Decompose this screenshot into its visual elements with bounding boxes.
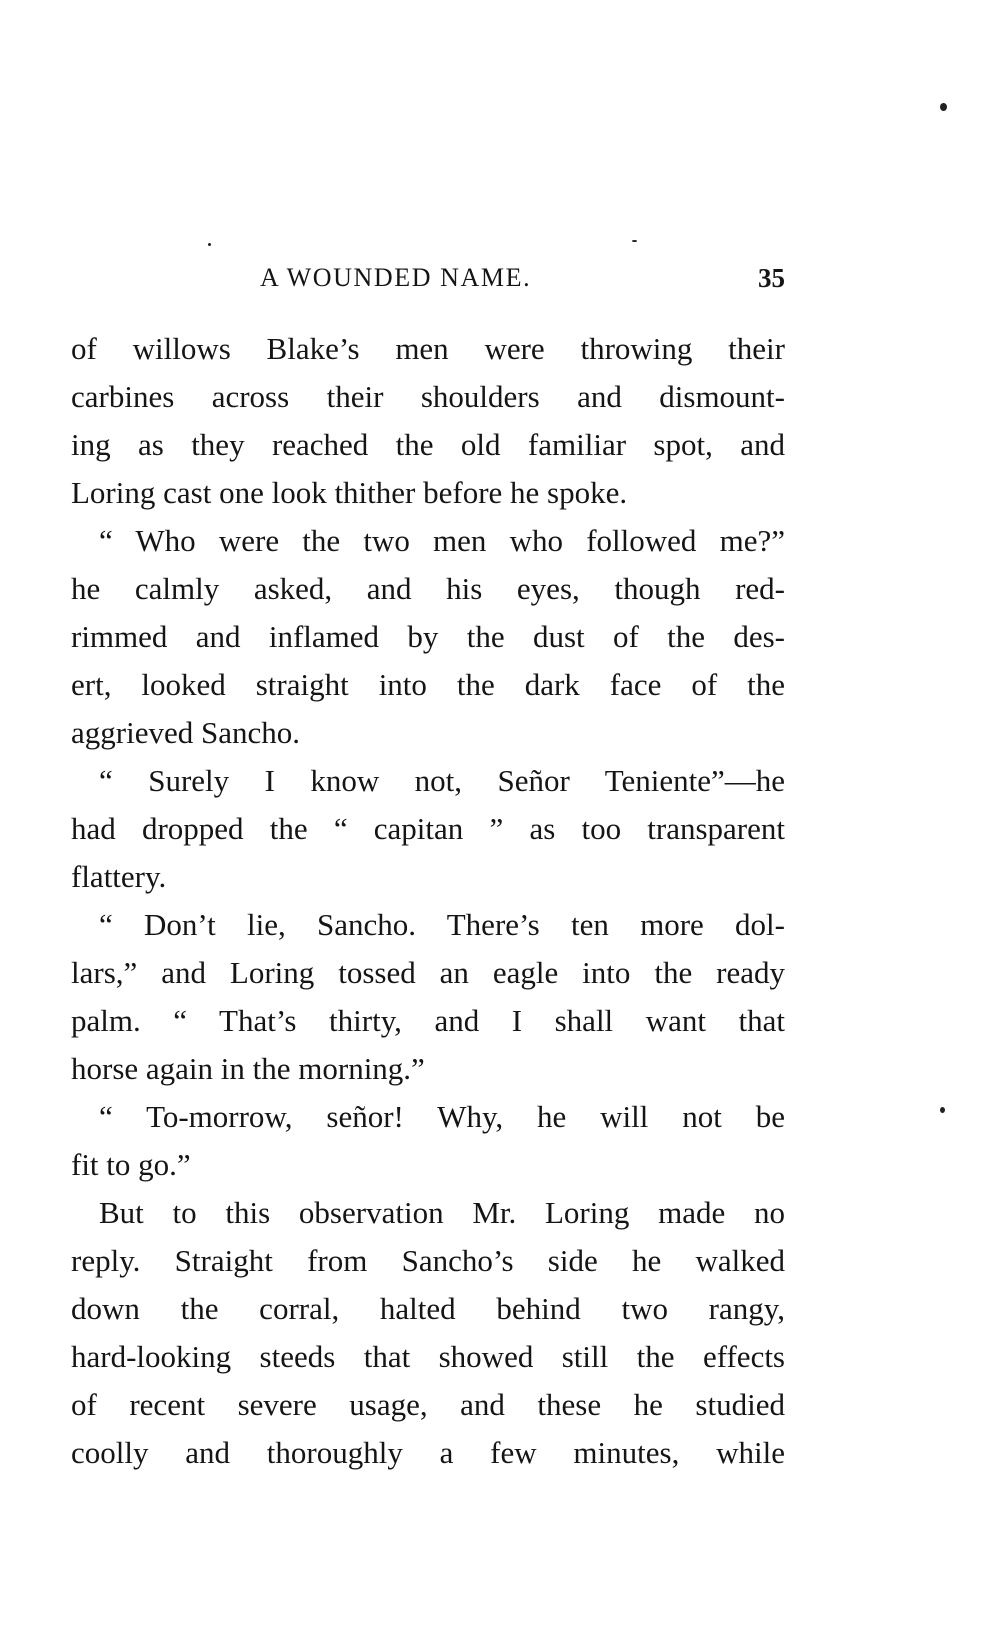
running-title: A WOUNDED NAME. (260, 263, 532, 292)
text-line: aggrieved Sancho. (71, 715, 300, 750)
ink-speck (940, 103, 947, 111)
text-line: down the corral, halted behind two rangy, (71, 1291, 785, 1326)
text-line: palm. “ That’s thirty, and I shall want that (71, 1003, 785, 1038)
text-line: But to this observation Mr. Loring made no (99, 1195, 785, 1230)
text-line: horse again in the morning.” (71, 1051, 425, 1086)
text-line: rimmed and inflamed by the dust of the des- (71, 619, 785, 654)
text-line: lars,” and Loring tossed an eagle into the ready (71, 955, 785, 990)
ink-speck (632, 240, 637, 242)
text-line: “ Don’t lie, Sancho. There’s ten more dol- (99, 907, 785, 942)
ink-speck (940, 1107, 945, 1113)
text-line: flattery. (71, 859, 167, 894)
text-line: had dropped the “ capitan ” as too transparent (71, 811, 785, 846)
text-line: of willows Blake’s men were throwing their (71, 331, 785, 366)
text-line: fit to go.” (71, 1147, 191, 1182)
text-line: of recent severe usage, and these he studied (71, 1387, 785, 1422)
body-text (71, 325, 785, 1477)
text-line: he calmly asked, and his eyes, though red- (71, 571, 785, 606)
ink-speck (208, 243, 211, 246)
text-line: ert, looked straight into the dark face of the (71, 667, 785, 702)
text-line: “ Surely I know not, Señor Teniente”—he (99, 763, 785, 798)
running-head (75, 258, 785, 298)
text-line: ing as they reached the old familiar spot, and (71, 427, 785, 462)
text-line: “ Who were the two men who followed me?” (99, 523, 785, 558)
text-line: coolly and thoroughly a few minutes, while (71, 1435, 785, 1470)
text-line: hard-looking steeds that showed still the effects (71, 1339, 785, 1374)
text-line: carbines across their shoulders and dismount- (71, 379, 785, 414)
page-number: 35 (758, 263, 785, 293)
text-line: Loring cast one look thither before he spoke. (71, 475, 628, 510)
text-line: “ To-morrow, señor! Why, he will not be (99, 1099, 785, 1134)
text-line: reply. Straight from Sancho’s side he walked (71, 1243, 785, 1278)
